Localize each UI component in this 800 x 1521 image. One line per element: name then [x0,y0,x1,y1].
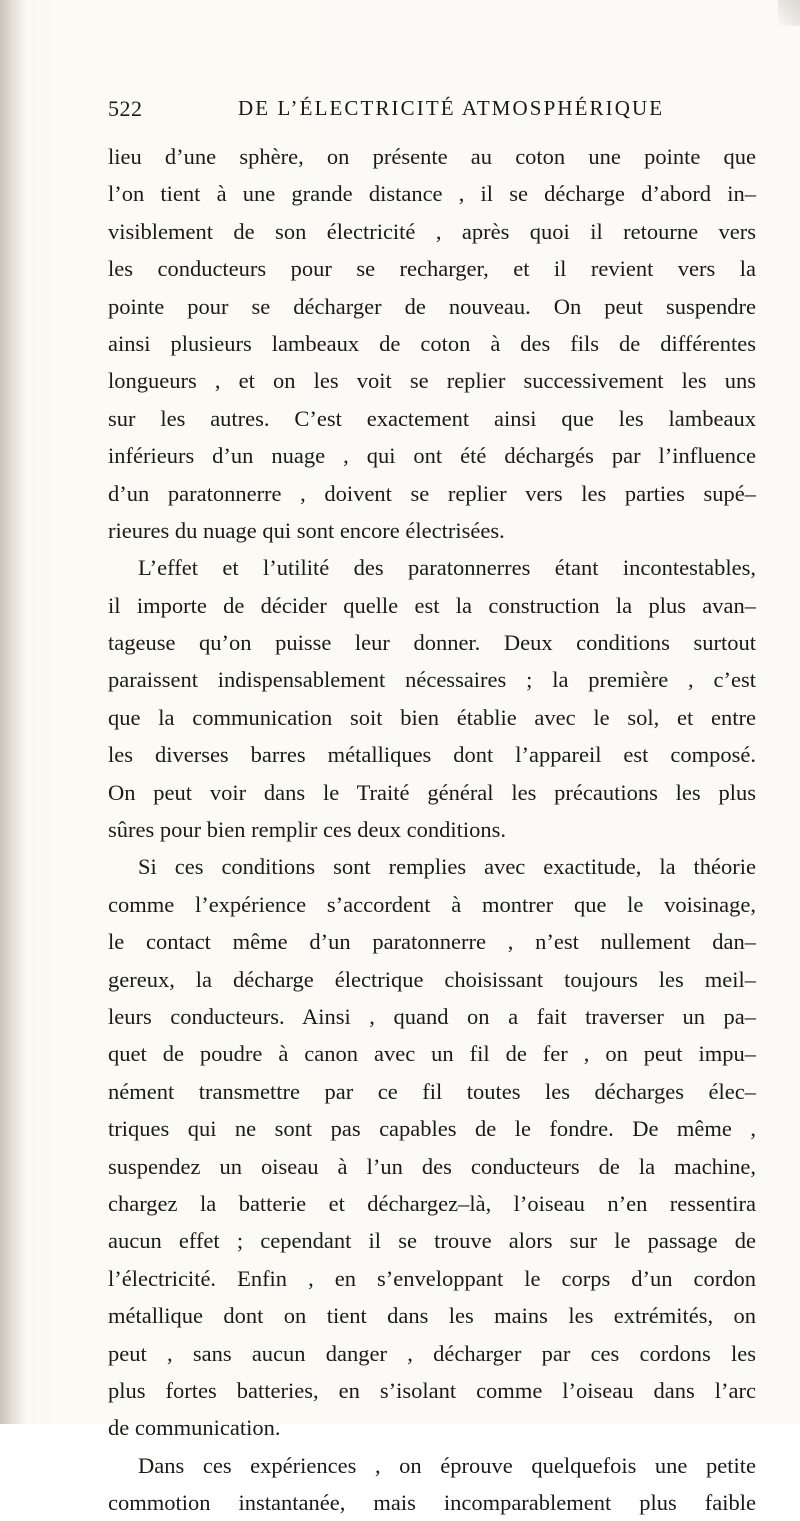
text-line: nément transmettre par ce fil toutes les décharges élec– [108,1078,756,1104]
text-line: visiblement de son électricité , après quoi il retourne vers [108,218,756,244]
text-line: plus fortes batteries, en s’isolant comme l’oiseau dans l’arc [108,1377,756,1403]
page-number: 522 [108,96,143,121]
page-header [108,90,754,126]
text-line: pointe pour se décharger de nouveau. On peut suspendre [108,293,756,319]
text-line: de communication. [108,1415,281,1441]
paragraph-start-line: L’effet et l’utilité des paratonnerres étant incontestables, [138,555,756,581]
text-line: On peut voir dans le Traité général les précautions les plus [108,779,756,805]
text-line: les conducteurs pour se recharger, et il revient vers la [108,256,756,282]
text-line: gereux, la décharge électrique choisissant toujours les meil– [108,966,756,992]
text-line: quet de poudre à canon avec un fil de fer , on peut impu– [108,1041,756,1067]
text-line: leurs conducteurs. Ainsi , quand on a fait traverser un pa– [108,1003,756,1029]
text-line: il importe de décider quelle est la construction la plus avan– [108,592,756,618]
text-line: chargez la batterie et déchargez–là, l’oiseau n’en ressentira [108,1190,756,1216]
binding-shadow [0,0,26,1424]
page-corner [778,0,800,26]
text-line: rieures du nuage qui sont encore électrisées. [108,517,505,543]
text-line: comme l’expérience s’accordent à montrer que le voisinage, [108,891,756,917]
text-line: ainsi plusieurs lambeaux de coton à des fils de différentes [108,330,756,356]
paragraph-start-line: Si ces conditions sont remplies avec exactitude, la théorie [138,854,756,880]
text-line: les diverses barres métalliques dont l’appareil est composé. [108,742,756,768]
text-line: aucun effet ; cependant il se trouve alors sur le passage de [108,1228,756,1254]
text-line: peut , sans aucun danger , décharger par ces cordons les [108,1340,756,1366]
text-line: l’électricité. Enfin , en s’enveloppant le corps d’un cordon [108,1265,756,1291]
text-line: d’un paratonnerre , doivent se replier vers les parties supé– [108,480,756,506]
body-text [108,138,756,1521]
text-line: longueurs , et on les voit se replier successivement les uns [108,368,756,394]
text-line: métallique dont on tient dans les mains les extrémités, on [108,1303,756,1329]
text-line: suspendez un oiseau à l’un des conducteurs de la machine, [108,1153,756,1179]
text-line: sûres pour bien remplir ces deux conditions. [108,817,507,843]
text-line: triques qui ne sont pas capables de le fondre. De même , [108,1116,756,1142]
text-line: tageuse qu’on puisse leur donner. Deux conditions surtout [108,630,756,656]
text-line: l’on tient à une grande distance , il se décharge d’abord in– [108,181,756,207]
text-line: que la communication soit bien établie avec le sol, et entre [108,704,756,730]
text-line: le contact même d’un paratonnerre , n’est nullement dan– [108,929,756,955]
paragraph-start-line: Dans ces expériences , on éprouve quelquefois une petite [138,1452,756,1478]
running-title: DE L’ÉLECTRICITÉ ATMOSPHÉRIQUE [238,96,665,120]
text-line: paraissent indispensablement nécessaires ; la première , c’est [108,667,756,693]
text-line: sur les autres. C’est exactement ainsi que les lambeaux [108,405,756,431]
text-line: lieu d’une sphère, on présente au coton une pointe que [108,144,756,169]
text-line: inférieurs d’un nuage , qui ont été déchargés par l’influence [108,443,756,469]
text-line: commotion instantanée, mais incomparablement plus faible [108,1490,756,1516]
